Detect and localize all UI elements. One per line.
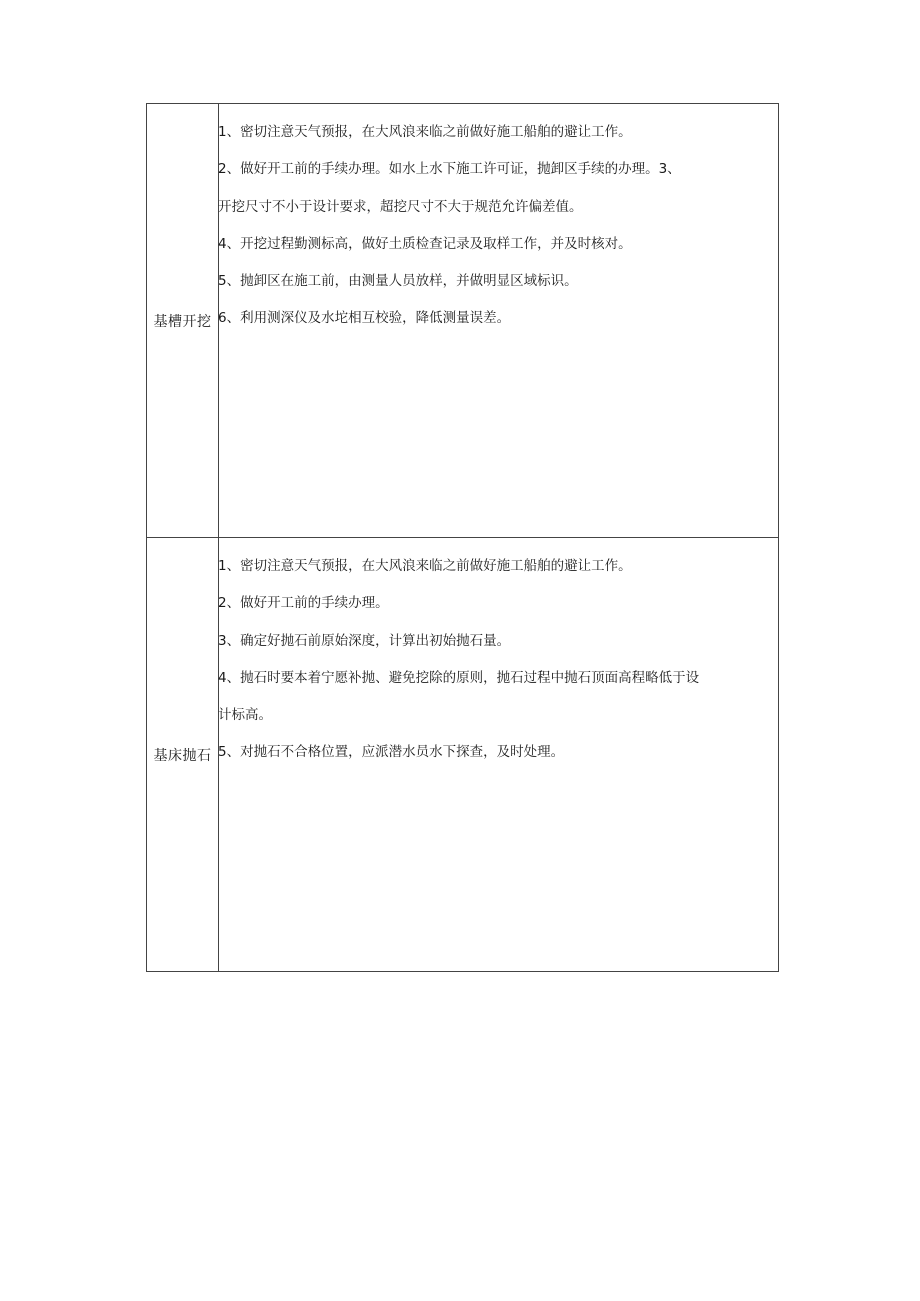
row-label-trench-excavation: 基槽开挖 <box>147 104 219 538</box>
requirement-line: 计标高。 <box>218 707 272 724</box>
requirement-line: 2、做好开工前的手续办理。 <box>218 595 389 612</box>
requirement-line: 5、抛卸区在施工前，由测量人员放样，并做明显区域标识。 <box>218 273 578 290</box>
requirement-line: 6、利用测深仪及水坨相互校验，降低测量误差。 <box>218 310 511 327</box>
requirement-line: 开挖尺寸不小于设计要求，超挖尺寸不大于规范允许偏差值。 <box>218 198 583 215</box>
requirement-line: 4、开挖过程勤测标高，做好土质检查记录及取样工作，并及时核对。 <box>218 235 632 252</box>
construction-spec-table <box>146 103 779 972</box>
table-row <box>147 104 779 538</box>
row-content-bed-riprap <box>219 538 779 972</box>
requirement-line: 1、密切注意天气预报，在大风浪来临之前做好施工船舶的避让工作。 <box>218 124 632 140</box>
requirement-line: 4、抛石时要本着宁愿补抛、避免挖除的原则，抛石过程中抛石顶面高程略低于设 <box>218 669 700 686</box>
requirement-line: 3、确定好抛石前原始深度，计算出初始抛石量。 <box>218 632 511 649</box>
table-row <box>147 538 779 972</box>
requirement-line: 1、密切注意天气预报，在大风浪来临之前做好施工船舶的避让工作。 <box>218 558 632 574</box>
row-label-bed-riprap: 基床抛石 <box>147 538 219 972</box>
requirement-line: 2、做好开工前的手续办理。如水上水下施工许可证，抛卸区手续的办理。3、 <box>218 161 681 178</box>
requirement-line: 5、对抛石不合格位置，应派潜水员水下探查，及时处理。 <box>218 744 565 761</box>
row-content-trench-excavation <box>219 104 779 538</box>
